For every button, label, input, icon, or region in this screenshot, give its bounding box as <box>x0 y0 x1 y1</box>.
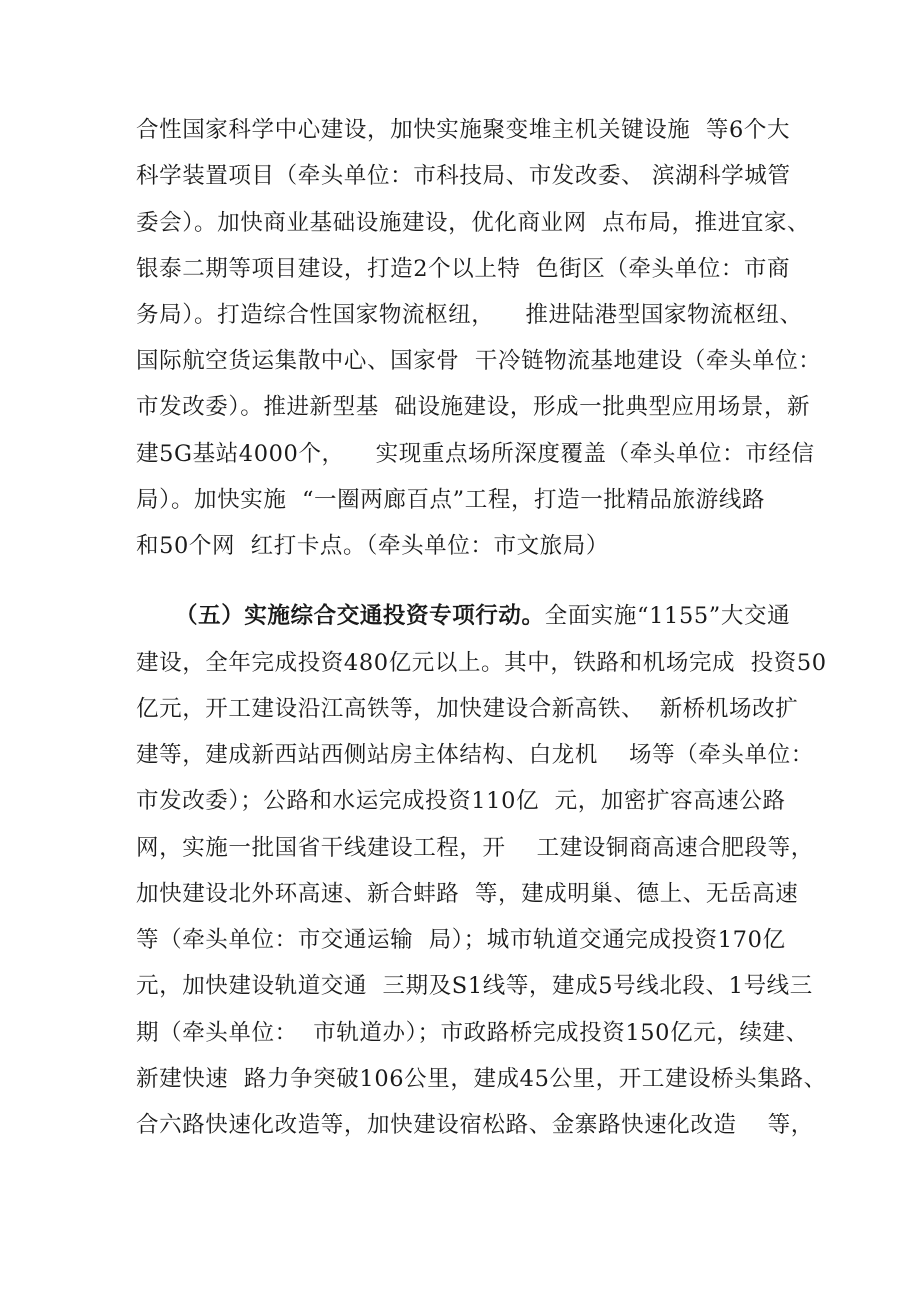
paragraph-line: 合六路快速化改造等，加快建设宿松路、金寨路快速化改造 等， <box>136 1112 814 1138</box>
paragraph-line: 亿元，开工建设沿江高铁等，加快建设合新高铁、 新桥机场改扩 <box>136 696 799 722</box>
paragraph-line: 建5G基站4000个， 实现重点场所深度覆盖（牵头单位：市经信 <box>136 441 815 467</box>
paragraph-line: 新建快速 路力争突破106公里，建成45公里，开工建设桥头集路、 <box>136 1066 827 1092</box>
paragraph-line: 建等，建成新西站西侧站房主体结构、白龙机 场等（牵头单位： <box>136 742 814 768</box>
paragraph-line: 建设，全年完成投资480亿元以上。其中，铁路和机场完成 投资50 <box>136 650 827 676</box>
paragraph-line: 务局）。打造综合性国家物流枢纽， 推进陆港型国家物流枢纽、 <box>136 302 803 328</box>
paragraph-line: 市发改委）；公路和水运完成投资110亿 元，加密扩容高速公路 <box>136 788 786 814</box>
paragraph-line: 等（牵头单位：市交通运输 局）；城市轨道交通完成投资170亿 <box>136 927 786 953</box>
paragraph-line: 市发改委）。推进新型基 础设施建设，形成一批典型应用场景，新 <box>136 394 811 420</box>
paragraph-line: 国际航空货运集散中心、国家骨 干冷链物流基地建设（牵头单位： <box>136 348 822 374</box>
paragraph-line: 加快建设北外环高速、新合蚌路 等，建成明巢、德上、无岳高速 <box>136 881 799 907</box>
paragraph-line: 期（牵头单位： 市轨道办）；市政路桥完成投资150亿元，续建、 <box>136 1020 809 1046</box>
section-first-line <box>175 601 790 631</box>
paragraph-line: 委会）。加快商业基础设施建设，优化商业网 点布局，推进宜家、 <box>136 210 811 236</box>
section-heading-rest: 全面实施“1155”大交通 <box>544 603 791 629</box>
paragraph-line: 合性国家科学中心建设，加快实施聚变堆主机关键设施 等6个大 <box>136 117 791 143</box>
paragraph-line: 和50个网 红打卡点。（牵头单位：市文旅局） <box>136 533 609 559</box>
section-heading: （五）实施综合交通投资专项行动。 <box>175 603 545 629</box>
paragraph-line: 银泰二期等项目建设，打造2个以上特 色街区（牵头单位：市商 <box>136 256 791 282</box>
paragraph-line: 科学装置项目（牵头单位：市科技局、市发改委、 滨湖科学城管 <box>136 163 791 189</box>
paragraph-line: 元，加快建设轨道交通 三期及S1线等，建成5号线北段、1号线三 <box>136 973 813 999</box>
paragraph-line: 网，实施一批国省干线建设工程，开 工建设铜商高速合肥段等， <box>136 835 814 861</box>
paragraph-line: 局）。加快实施 “一圈两廊百点”工程，打造一批精品旅游线路 <box>136 487 766 513</box>
